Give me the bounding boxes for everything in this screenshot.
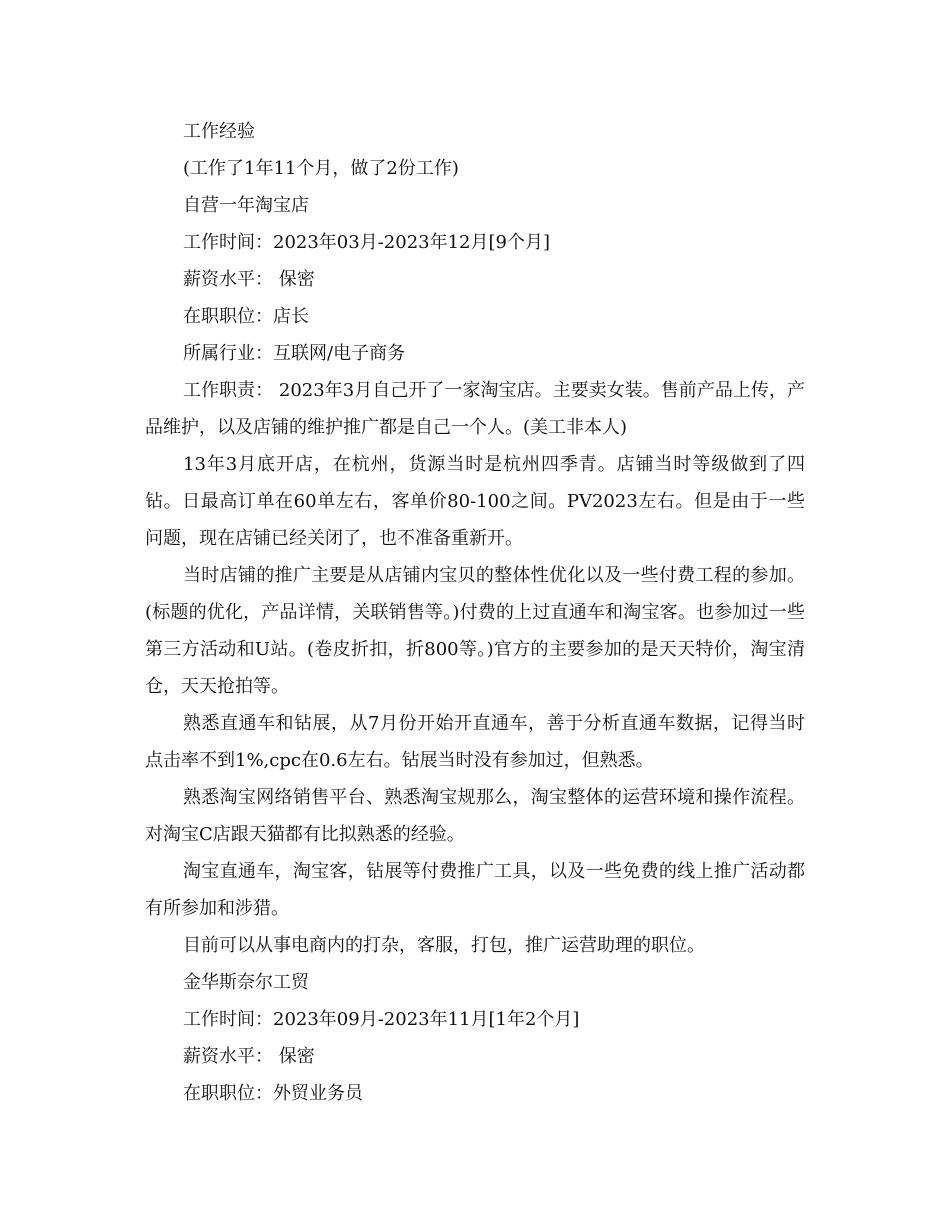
job-2-salary: 薪资水平： 保密 xyxy=(183,1046,315,1067)
job-2-period: 工作时间：2023年09月-2023年11月[1年2个月] xyxy=(183,1009,580,1030)
job-1-industry: 所属行业：互联网/电子商务 xyxy=(183,343,406,364)
job-1-position: 在职职位：店长 xyxy=(183,306,309,327)
job-1-salary: 薪资水平： 保密 xyxy=(183,269,315,290)
job-1-platform-knowledge: 熟悉淘宝网络销售平台、熟悉淘宝规那么，淘宝整体的运营环境和操作流程。对淘宝C店跟天猫都有比拟熟悉的经验。 xyxy=(145,787,805,845)
job-1-duties: 工作职责： 2023年3月自己开了一家淘宝店。主要卖女装。售前产品上传，产品维护，以及店铺的维护推广都是自己一个人。(美工非本人) xyxy=(145,380,805,438)
job-1-ads-skills: 熟悉直通车和钻展，从7月份开始开直通车，善于分析直通车数据，记得当时点击率不到1%,cpc在0.6左右。钻展当时没有参加过，但熟悉。 xyxy=(145,713,805,771)
document-body xyxy=(145,113,805,1112)
job-1-store-details: 13年3月底开店，在杭州，货源当时是杭州四季青。店铺当时等级做到了四钻。日最高订单在60单左右，客单价80-100之间。PV2023左右。但是由于一些问题，现在店铺已经关闭了，也不准备重新开。 xyxy=(145,454,805,549)
section-heading-work-experience: 工作经验 xyxy=(183,121,255,142)
job-2-company: 金华斯奈尔工贸 xyxy=(183,972,309,993)
job-1-tools: 淘宝直通车，淘宝客，钻展等付费推广工具，以及一些免费的线上推广活动都有所参加和涉猎。 xyxy=(145,861,805,919)
job-1-promotion: 当时店铺的推广主要是从店铺内宝贝的整体性优化以及一些付费工程的参加。(标题的优化，产品详情，关联销售等。)付费的上过直通车和淘宝客。也参加过一些第三方活动和U站。(卷皮折扣，折800等。)官方的主要参加的是天天特价，淘宝清仓，天天抢拍等。 xyxy=(145,565,805,697)
work-summary: (工作了1年11个月，做了2份工作) xyxy=(183,158,459,179)
job-1-period: 工作时间：2023年03月-2023年12月[9个月] xyxy=(183,232,551,253)
job-1-target-role: 目前可以从事电商内的打杂，客服，打包，推广运营助理的职位。 xyxy=(183,935,705,956)
job-2-position: 在职职位：外贸业务员 xyxy=(183,1083,363,1104)
job-1-company: 自营一年淘宝店 xyxy=(183,195,309,216)
